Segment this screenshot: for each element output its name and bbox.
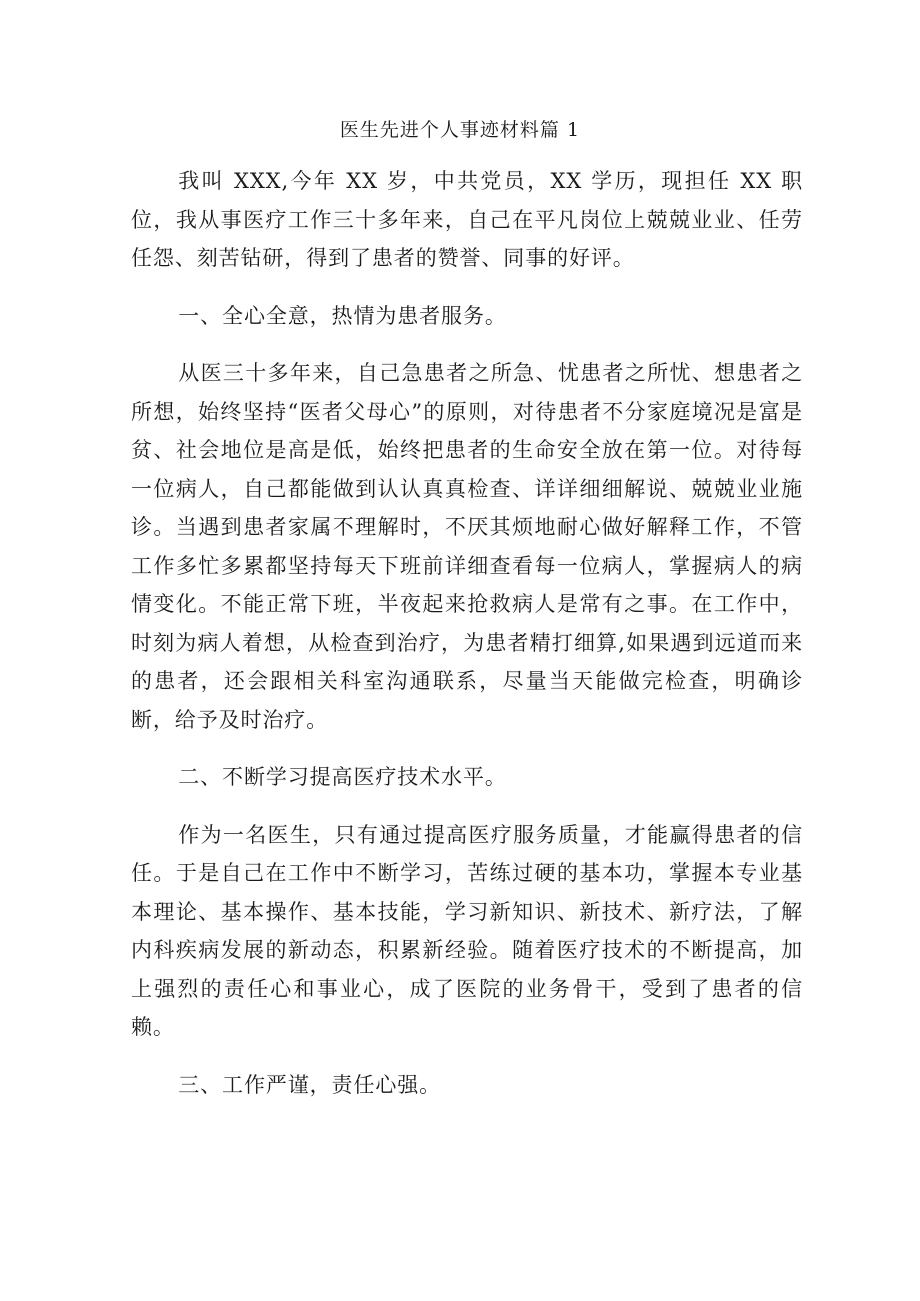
document-title: 医生先进个人事迹材料篇 1 — [339, 119, 581, 141]
paragraph-section-1: 从医三十多年来，自己急患者之所急、忧患者之所忧、想患者之所想，始终坚持“医者父母心”的原则，对待患者不分家庭境况是富是贫、社会地位是高是低，始终把患者的生命安全放在第一位。对待每一位病人，自己都能做到认认真真检查、详详细细解说、兢兢业业施诊。当遇到患者家属不理解时，不厌其烦地耐心做好解释工作，不管工作多忙多累都坚持每天下班前详细查看每一位病人，掌握病人的病情变化。不能正常下班，半夜起来抢救病人是常有之事。在工作中，时刻为病人着想，从检查到治疗，为患者精打细算,如果遇到远道而来的患者，还会跟相关科室沟通联系，尽量当天能做完检查，明确诊断，给予及时治疗。 — [131, 361, 803, 732]
paragraph-intro: 我叫 XXX,今年 XX 岁，中共党员，XX 学历，现担任 XX 职位，我从事医疗工作三十多年来，自己在平凡岗位上兢兢业业、任劳任怨、刻苦钻研，得到了患者的赞誉、同事的好评。 — [131, 169, 803, 270]
section-heading-1: 一、全心全意，热情为患者服务。 — [178, 303, 507, 328]
section-heading-2: 二、不断学习提高医疗技术水平。 — [178, 765, 507, 789]
paragraph-section-2: 作为一名医生，只有通过提高医疗服务质量，才能赢得患者的信任。于是自己在工作中不断学习，苦练过硬的基本功，掌握本专业基本理论、基本操作、基本技能，学习新知识、新技术、新疗法，了解内科疾病发展的新动态，积累新经验。随着医疗技术的不断提高，加上强烈的责任心和事业心，成了医院的业务骨干，受到了患者的信赖。 — [131, 822, 803, 1039]
section-heading-3: 三、工作严谨，责任心强。 — [178, 1072, 442, 1097]
document-body — [131, 162, 803, 1104]
